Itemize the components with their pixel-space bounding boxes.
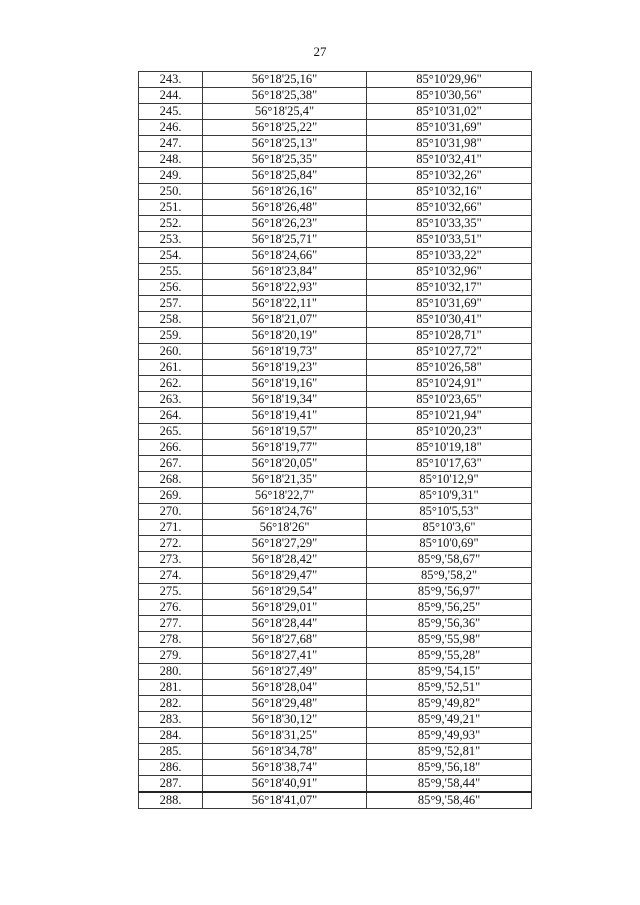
latitude-cell: 56°18'31,25": [203, 728, 367, 744]
table-row: [139, 72, 532, 88]
point-number-cell: 272.: [139, 536, 203, 552]
point-number-cell: 264.: [139, 408, 203, 424]
latitude-cell: 56°18'19,57": [203, 424, 367, 440]
point-number-cell: 280.: [139, 664, 203, 680]
table-row: [139, 232, 532, 248]
latitude-cell: 56°18'29,47": [203, 568, 367, 584]
table-row: [139, 648, 532, 664]
point-number-cell: 274.: [139, 568, 203, 584]
longitude-cell: 85°10'17,63": [367, 456, 532, 472]
point-number-cell: 252.: [139, 216, 203, 232]
table-row: [139, 600, 532, 616]
longitude-cell: 85°10'32,66": [367, 200, 532, 216]
longitude-cell: 85°10'0,69": [367, 536, 532, 552]
point-number-cell: 259.: [139, 328, 203, 344]
coordinates-table: [138, 71, 532, 809]
longitude-cell: 85°10'31,98": [367, 136, 532, 152]
longitude-cell: 85°9,'52,81": [367, 744, 532, 760]
table-row: [139, 616, 532, 632]
point-number-cell: 276.: [139, 600, 203, 616]
table-row: [139, 280, 532, 296]
point-number-cell: 248.: [139, 152, 203, 168]
point-number-cell: 283.: [139, 712, 203, 728]
table-row: [139, 296, 532, 312]
point-number-cell: 251.: [139, 200, 203, 216]
longitude-cell: 85°9,'58,2": [367, 568, 532, 584]
point-number-cell: 244.: [139, 88, 203, 104]
latitude-cell: 56°18'29,54": [203, 584, 367, 600]
longitude-cell: 85°10'32,17": [367, 280, 532, 296]
longitude-cell: 85°10'33,35": [367, 216, 532, 232]
table-row: [139, 632, 532, 648]
latitude-cell: 56°18'19,34": [203, 392, 367, 408]
point-number-cell: 254.: [139, 248, 203, 264]
table-row: [139, 504, 532, 520]
table-row: [139, 488, 532, 504]
longitude-cell: 85°10'12,9": [367, 472, 532, 488]
latitude-cell: 56°18'26,23": [203, 216, 367, 232]
table-row: [139, 552, 532, 568]
table-row: [139, 472, 532, 488]
latitude-cell: 56°18'21,07": [203, 312, 367, 328]
point-number-cell: 250.: [139, 184, 203, 200]
table-row: [139, 168, 532, 184]
table-row: [139, 88, 532, 104]
table-row: [139, 264, 532, 280]
table-row: [139, 680, 532, 696]
coordinates-table-body: [139, 72, 532, 809]
point-number-cell: 275.: [139, 584, 203, 600]
latitude-cell: 56°18'19,16": [203, 376, 367, 392]
longitude-cell: 85°10'28,71": [367, 328, 532, 344]
point-number-cell: 265.: [139, 424, 203, 440]
latitude-cell: 56°18'23,84": [203, 264, 367, 280]
table-row: [139, 456, 532, 472]
table-row: [139, 200, 532, 216]
longitude-cell: 85°9,'56,97": [367, 584, 532, 600]
longitude-cell: 85°10'20,23": [367, 424, 532, 440]
point-number-cell: 246.: [139, 120, 203, 136]
longitude-cell: 85°10'33,51": [367, 232, 532, 248]
longitude-cell: 85°9,'49,93": [367, 728, 532, 744]
point-number-cell: 258.: [139, 312, 203, 328]
longitude-cell: 85°9,'55,98": [367, 632, 532, 648]
point-number-cell: 288.: [139, 792, 203, 809]
longitude-cell: 85°10'19,18": [367, 440, 532, 456]
point-number-cell: 256.: [139, 280, 203, 296]
latitude-cell: 56°18'29,01": [203, 600, 367, 616]
table-row: [139, 360, 532, 376]
latitude-cell: 56°18'25,13": [203, 136, 367, 152]
latitude-cell: 56°18'26,16": [203, 184, 367, 200]
table-row: [139, 216, 532, 232]
table-row: [139, 424, 532, 440]
latitude-cell: 56°18'19,77": [203, 440, 367, 456]
point-number-cell: 268.: [139, 472, 203, 488]
table-row: [139, 440, 532, 456]
longitude-cell: 85°10'31,02": [367, 104, 532, 120]
point-number-cell: 262.: [139, 376, 203, 392]
latitude-cell: 56°18'41,07": [203, 792, 367, 809]
latitude-cell: 56°18'22,7": [203, 488, 367, 504]
latitude-cell: 56°18'25,4": [203, 104, 367, 120]
table-row: [139, 376, 532, 392]
latitude-cell: 56°18'34,78": [203, 744, 367, 760]
point-number-cell: 243.: [139, 72, 203, 88]
longitude-cell: 85°9,'54,15": [367, 664, 532, 680]
longitude-cell: 85°10'30,56": [367, 88, 532, 104]
latitude-cell: 56°18'25,38": [203, 88, 367, 104]
latitude-cell: 56°18'26,48": [203, 200, 367, 216]
latitude-cell: 56°18'27,49": [203, 664, 367, 680]
longitude-cell: 85°9,'49,82": [367, 696, 532, 712]
latitude-cell: 56°18'19,23": [203, 360, 367, 376]
point-number-cell: 257.: [139, 296, 203, 312]
longitude-cell: 85°9,'56,36": [367, 616, 532, 632]
longitude-cell: 85°9,'52,51": [367, 680, 532, 696]
point-number-cell: 277.: [139, 616, 203, 632]
latitude-cell: 56°18'29,48": [203, 696, 367, 712]
table-row: [139, 520, 532, 536]
table-row: [139, 744, 532, 760]
point-number-cell: 263.: [139, 392, 203, 408]
point-number-cell: 273.: [139, 552, 203, 568]
latitude-cell: 56°18'24,76": [203, 504, 367, 520]
table-row: [139, 568, 532, 584]
point-number-cell: 247.: [139, 136, 203, 152]
latitude-cell: 56°18'25,16": [203, 72, 367, 88]
longitude-cell: 85°10'9,31": [367, 488, 532, 504]
longitude-cell: 85°10'31,69": [367, 120, 532, 136]
longitude-cell: 85°10'23,65": [367, 392, 532, 408]
table-row: [139, 584, 532, 600]
table-row: [139, 328, 532, 344]
table-row: [139, 760, 532, 776]
latitude-cell: 56°18'28,44": [203, 616, 367, 632]
point-number-cell: 245.: [139, 104, 203, 120]
latitude-cell: 56°18'27,68": [203, 632, 367, 648]
table-row: [139, 536, 532, 552]
longitude-cell: 85°9,'56,18": [367, 760, 532, 776]
table-row: [139, 392, 532, 408]
table-row: [139, 728, 532, 744]
point-number-cell: 278.: [139, 632, 203, 648]
point-number-cell: 285.: [139, 744, 203, 760]
longitude-cell: 85°9,'49,21": [367, 712, 532, 728]
longitude-cell: 85°10'21,94": [367, 408, 532, 424]
longitude-cell: 85°9,'58,46": [367, 792, 532, 809]
point-number-cell: 261.: [139, 360, 203, 376]
latitude-cell: 56°18'25,71": [203, 232, 367, 248]
table-row: [139, 408, 532, 424]
latitude-cell: 56°18'24,66": [203, 248, 367, 264]
longitude-cell: 85°10'32,96": [367, 264, 532, 280]
latitude-cell: 56°18'20,19": [203, 328, 367, 344]
latitude-cell: 56°18'38,74": [203, 760, 367, 776]
longitude-cell: 85°10'31,69": [367, 296, 532, 312]
longitude-cell: 85°10'32,16": [367, 184, 532, 200]
latitude-cell: 56°18'27,41": [203, 648, 367, 664]
point-number-cell: 267.: [139, 456, 203, 472]
table-row: [139, 664, 532, 680]
longitude-cell: 85°9,'58,67": [367, 552, 532, 568]
table-row: [139, 248, 532, 264]
longitude-cell: 85°9,'58,44": [367, 776, 532, 793]
point-number-cell: 282.: [139, 696, 203, 712]
latitude-cell: 56°18'40,91": [203, 776, 367, 793]
table-row: [139, 712, 532, 728]
table-row: [139, 776, 532, 793]
longitude-cell: 85°10'3,6": [367, 520, 532, 536]
latitude-cell: 56°18'19,73": [203, 344, 367, 360]
point-number-cell: 253.: [139, 232, 203, 248]
point-number-cell: 249.: [139, 168, 203, 184]
point-number-cell: 281.: [139, 680, 203, 696]
longitude-cell: 85°10'32,41": [367, 152, 532, 168]
point-number-cell: 260.: [139, 344, 203, 360]
point-number-cell: 269.: [139, 488, 203, 504]
table-row: [139, 344, 532, 360]
longitude-cell: 85°10'26,58": [367, 360, 532, 376]
longitude-cell: 85°9,'56,25": [367, 600, 532, 616]
latitude-cell: 56°18'28,42": [203, 552, 367, 568]
point-number-cell: 255.: [139, 264, 203, 280]
table-row: [139, 184, 532, 200]
longitude-cell: 85°10'32,26": [367, 168, 532, 184]
latitude-cell: 56°18'22,11": [203, 296, 367, 312]
latitude-cell: 56°18'27,29": [203, 536, 367, 552]
point-number-cell: 271.: [139, 520, 203, 536]
latitude-cell: 56°18'28,04": [203, 680, 367, 696]
longitude-cell: 85°10'30,41": [367, 312, 532, 328]
table-row: [139, 312, 532, 328]
longitude-cell: 85°10'24,91": [367, 376, 532, 392]
longitude-cell: 85°10'27,72": [367, 344, 532, 360]
table-row: [139, 152, 532, 168]
page-number: 27: [313, 44, 327, 59]
latitude-cell: 56°18'19,41": [203, 408, 367, 424]
point-number-cell: 279.: [139, 648, 203, 664]
latitude-cell: 56°18'21,35": [203, 472, 367, 488]
table-row: [139, 120, 532, 136]
point-number-cell: 287.: [139, 776, 203, 793]
point-number-cell: 270.: [139, 504, 203, 520]
longitude-cell: 85°10'29,96": [367, 72, 532, 88]
latitude-cell: 56°18'25,84": [203, 168, 367, 184]
latitude-cell: 56°18'22,93": [203, 280, 367, 296]
point-number-cell: 284.: [139, 728, 203, 744]
table-row: [139, 696, 532, 712]
longitude-cell: 85°9,'55,28": [367, 648, 532, 664]
latitude-cell: 56°18'25,22": [203, 120, 367, 136]
latitude-cell: 56°18'30,12": [203, 712, 367, 728]
longitude-cell: 85°10'5,53": [367, 504, 532, 520]
table-row: [139, 136, 532, 152]
latitude-cell: 56°18'25,35": [203, 152, 367, 168]
point-number-cell: 266.: [139, 440, 203, 456]
latitude-cell: 56°18'26": [203, 520, 367, 536]
point-number-cell: 286.: [139, 760, 203, 776]
table-row: [139, 792, 532, 809]
latitude-cell: 56°18'20,05": [203, 456, 367, 472]
table-row: [139, 104, 532, 120]
longitude-cell: 85°10'33,22": [367, 248, 532, 264]
